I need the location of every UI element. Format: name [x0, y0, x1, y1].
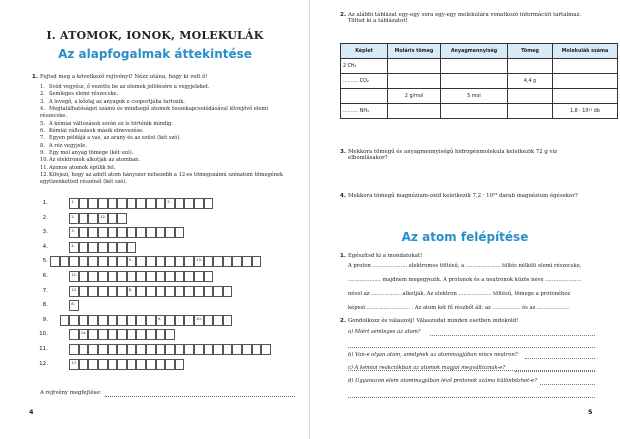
clue-text: Kifejezi, hogy az adott atom hányszor nehezebb a 12-es tömegszámú szénatom tömegének egytizenketted részénél (két szó). [40, 172, 284, 186]
clue-number: 1. [40, 84, 45, 90]
table-row [341, 59, 618, 74]
section-title-basics: Az alapfogalmak áttekintése [58, 47, 252, 61]
clue-number: 4. [40, 106, 45, 113]
table-cell[interactable] [553, 74, 618, 89]
clue-number: 7. [40, 135, 45, 142]
solution-label: A rejtvény megfejtése: [40, 390, 102, 396]
cell-number: 14. [80, 330, 87, 336]
table-header-cell: Anyagmennyiség [441, 44, 508, 59]
table-cell[interactable] [441, 74, 508, 89]
table-row [341, 74, 618, 89]
cell-number: 3. [71, 228, 75, 234]
question-number: 4. [340, 193, 347, 199]
page-number-right: 5 [588, 408, 593, 416]
question-text: Fejtsd meg a következő rejtvényt! Nézz utána, hogy ki volt ő! [40, 73, 208, 80]
cell-number: 12. [100, 213, 107, 219]
question-text: Gondolkozz és válaszolj! Válaszodat minden esetben indokold! [348, 317, 519, 324]
table-cell[interactable] [553, 89, 618, 104]
subquestion-a: a) Miért semleges az atom? [348, 329, 421, 335]
row-label: 9. [42, 316, 48, 323]
clue-number: 3. [40, 98, 45, 105]
cell-number: 13. [196, 257, 203, 263]
table-cell: 1,8 · 10²³ db [553, 104, 618, 119]
table-cell[interactable] [341, 89, 388, 104]
cell-number: 17. [71, 359, 78, 365]
table-cell: .......... NH₃ [341, 104, 388, 119]
clue-text: Egyen példájá a vas, az arany és az ezüst (két szó). [49, 135, 181, 142]
row-label: 7. [42, 287, 48, 294]
answer-line[interactable] [525, 357, 595, 359]
row-label: 1. [42, 200, 48, 206]
cell-number: 10. [196, 315, 203, 321]
question-text: Egészítsd ki a mondatokat! [348, 252, 423, 259]
cell-number: 8. [128, 286, 133, 292]
row-label: 8. [42, 302, 48, 309]
molecule-table [340, 43, 618, 119]
table-cell[interactable] [441, 104, 508, 119]
clue-number: 2. [40, 91, 45, 98]
clue-text: Azonos atomok épülik fel. [49, 164, 116, 171]
row-label: 12. [39, 360, 48, 367]
row-label: 4. [42, 243, 48, 250]
clue-text: Kémiai változások másik elnevezése. [49, 128, 144, 135]
question-number: 2. [340, 12, 347, 18]
clue-text: Az elektronok alkotják az atomban. [49, 157, 141, 164]
cell-number: 1. [71, 199, 75, 204]
row-label: 2. [42, 214, 48, 221]
question-number: 3. [340, 149, 347, 155]
clue-text: A réz vegyjele. [49, 142, 87, 149]
table-cell: 2 g/mol [388, 89, 441, 104]
answer-line[interactable] [515, 370, 595, 372]
table-cell[interactable] [388, 104, 441, 119]
fill-line[interactable]: képest .......................... . Az atom két fő részből áll: az ................. és az .................... [348, 305, 570, 311]
row-label: 11. [39, 346, 48, 352]
clue-text: A kémiai változások során ez is történik mindig. [49, 120, 173, 127]
table-cell[interactable] [508, 104, 553, 119]
table-cell[interactable] [553, 59, 618, 74]
cell-number: 9. [157, 315, 162, 321]
answer-line[interactable] [348, 346, 595, 348]
page-number-left: 4 [29, 408, 34, 416]
row-label: 5. [42, 258, 48, 265]
subquestion-b: b) Van-e olyan atom, amelynek az atommagjában nincs neutron? [348, 352, 518, 358]
question-text: Mekkora tömegű és anyagmennyiségű hidrogénmolekula keletkezik 72 g víz elbomlásakor? [348, 148, 558, 162]
cell-number: 5. [128, 257, 133, 263]
clue-text: Svéd vegyész, ő vezette be az elemek jelölésére a vegyjeleket. [49, 84, 210, 90]
clue-text: Semleges elemi részecske. [49, 91, 119, 98]
answer-line[interactable] [540, 383, 595, 385]
cell-number: 2. [71, 213, 75, 219]
table-header-cell: Képlet [341, 44, 388, 59]
table-row [341, 89, 618, 104]
table-cell[interactable] [508, 59, 553, 74]
chapter-title: I. ATOMOK, IONOK, MOLEKULÁK [46, 29, 264, 42]
table-cell[interactable] [508, 89, 553, 104]
table-cell[interactable] [441, 59, 508, 74]
clue-number: 5. [40, 120, 45, 127]
fill-line[interactable]: nével az .................. alkotják. Az elektron .................... töltésű, tömege a protonéhoz [348, 291, 571, 297]
subquestion-c: c) A kémiai reakciókban az atomok magjai megváltoznak-e? [348, 365, 506, 371]
answer-line[interactable] [348, 396, 595, 398]
row-label: 6. [42, 273, 48, 279]
clue-text: Egy mol anyag tömege (két szó). [49, 150, 134, 157]
question-text: Az alábbi táblázat egy-egy sora egy-egy molekulára vonatkozó információt tartalmaz. Töltsd ki a táblázatot! [348, 11, 582, 25]
clue-number: 9. [40, 150, 45, 157]
table-cell: .......... CO₂ [341, 74, 388, 89]
fill-line[interactable]: .................... majdnem megegyezik. A protonok és a neutronok közös neve ...................... [348, 277, 582, 283]
cell-number: 8. [71, 301, 75, 307]
clue-number: 11. [40, 164, 49, 171]
question-number: 1. [32, 74, 39, 80]
table-cell: 4,4 g [508, 74, 553, 89]
question-number: 2. [340, 318, 347, 324]
clue-number: 8. [40, 142, 45, 149]
clue-number: 12. [40, 172, 49, 179]
table-cell: 5 mol [441, 89, 508, 104]
answer-line[interactable] [430, 334, 595, 336]
table-cell[interactable] [388, 74, 441, 89]
clue-number: 6. [40, 128, 45, 135]
cell-number: 11. [71, 272, 78, 277]
table-header-cell: Molekulák száma [553, 44, 618, 59]
row-label: 10. [39, 331, 48, 338]
clue-text: Megtalálhatóságot számú és mindsegű atomok összekapcsolódásával létrejövő elemi részecske. [40, 106, 268, 120]
table-cell: 2 CH₄ [341, 59, 388, 74]
question-text: Mekkora tömegű magnézium-oxid keletkezik 7,2 · 10²³ darab magnézium égésekor? [348, 192, 578, 199]
row-label: 3. [42, 229, 48, 236]
subquestion-d: d) Ugyanazon elem atommagjában lévő protonok száma különbözhet-e? [348, 378, 537, 384]
table-body [341, 59, 618, 119]
fill-line[interactable]: A proton ..................... elektromos töltésű, a ..................... töltés nélküli elemi részecske, [348, 263, 582, 269]
question-number: 1. [340, 253, 347, 259]
section-title-atom: Az atom felépítése [401, 230, 529, 244]
clue-number: 10. [40, 157, 49, 164]
clue-text: A levegő, a kőolaj az anyagok e csoportjába tartozik. [49, 98, 185, 105]
table-cell[interactable] [388, 59, 441, 74]
table-header-cell: Tömeg [508, 44, 553, 59]
table-header-row [341, 44, 618, 59]
table-row [341, 104, 618, 119]
cell-number: 12. [71, 286, 78, 292]
cell-number: 2. [167, 199, 171, 204]
table-header-cell: Moláris tömeg [388, 44, 441, 59]
cell-number: 4. [71, 242, 75, 248]
